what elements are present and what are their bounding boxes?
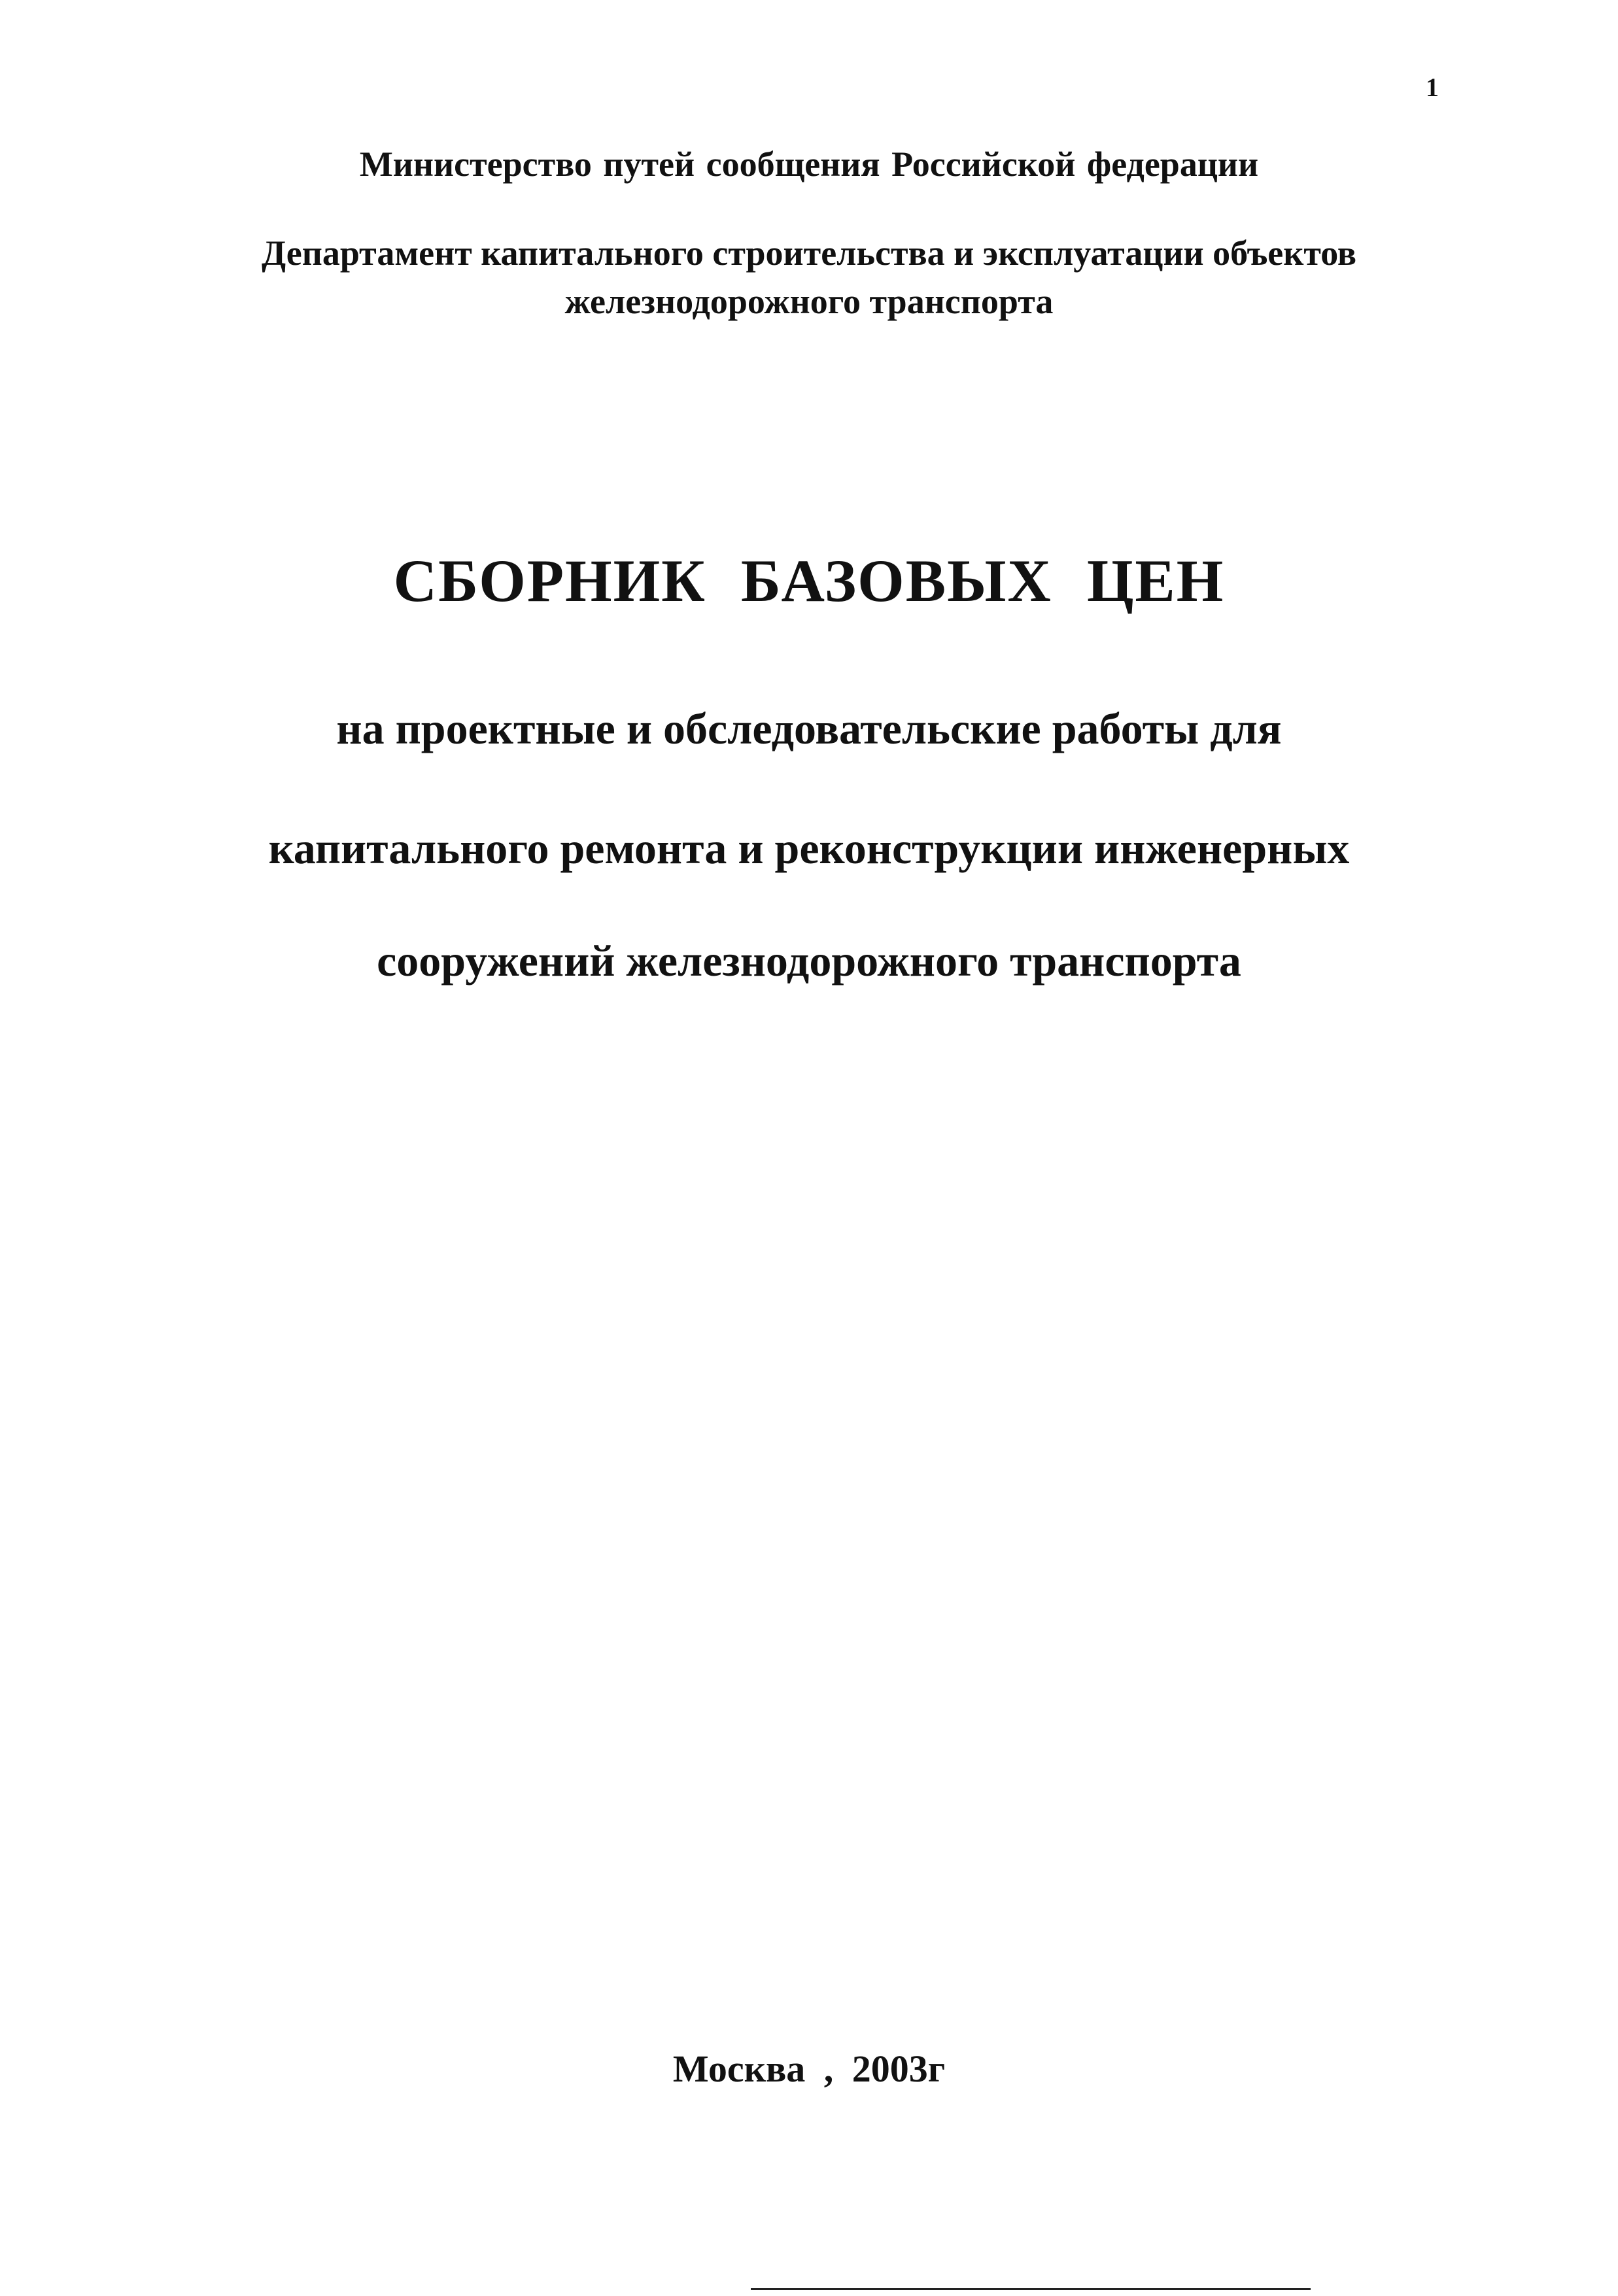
bottom-divider — [751, 2288, 1311, 2290]
department-heading-line2: железнодорожного транспорта — [564, 282, 1054, 321]
page-number: 1 — [1426, 73, 1439, 102]
ministry-heading: Министерство путей сообщения Российской федерации — [359, 145, 1259, 184]
subtitle-line-2: капитального ремонта и реконструкции инженерных — [268, 823, 1350, 873]
subtitle-line-3: сооружений железнодорожного транспорта — [377, 936, 1241, 985]
city-and-year: Москва , 2003г — [672, 2048, 946, 2090]
department-heading-line1: Департамент капитального строительства и эксплуатации объектов — [261, 233, 1357, 273]
subtitle-line-1: на проектные и обследовательские работы для — [336, 704, 1282, 753]
document-title: СБОРНИК БАЗОВЫХ ЦЕН — [393, 547, 1225, 614]
